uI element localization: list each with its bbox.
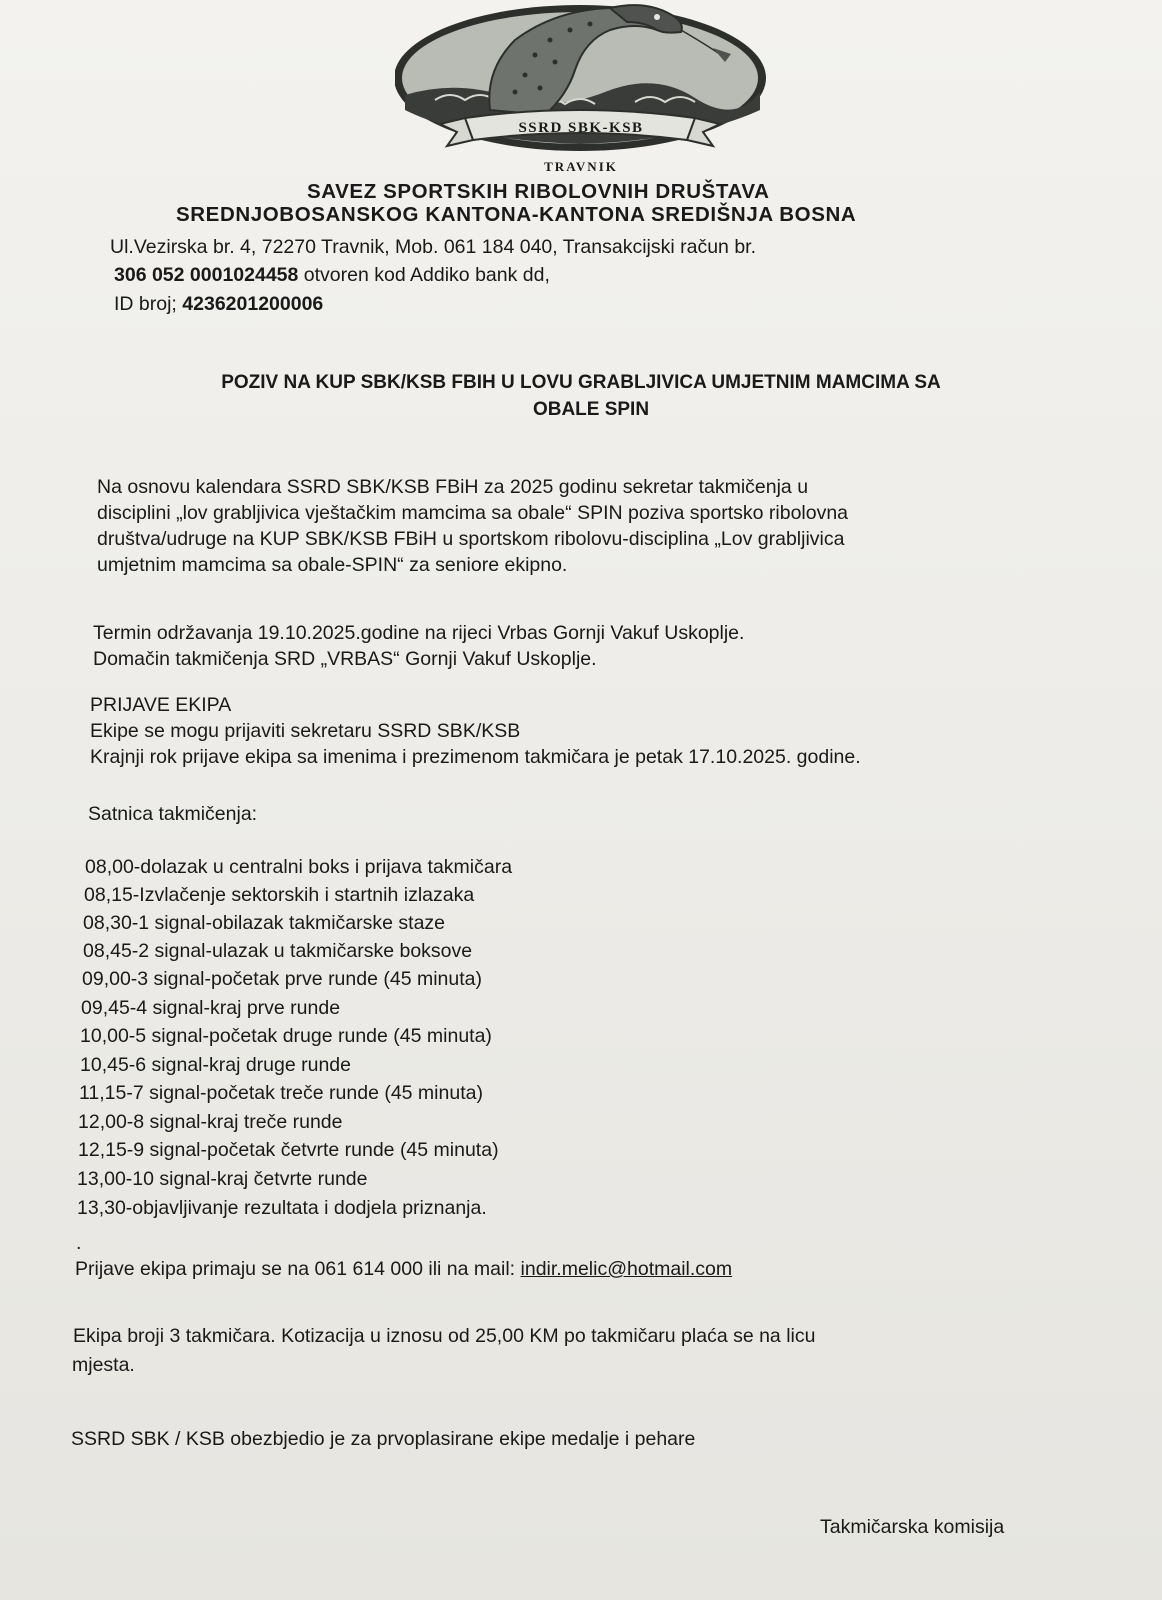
stray-dot: . [76, 1232, 82, 1254]
schedule-item: 08,30-1 signal-obilazak takmičarske staze [83, 912, 446, 934]
schedule-item: 10,45-6 signal-kraj druge runde [80, 1054, 352, 1076]
account-number: 306 052 0001024458 [114, 264, 299, 286]
schedule-item: 10,00-5 signal-početak druge runde (45 minuta) [80, 1025, 492, 1047]
team-fee-line1: Ekipa broji 3 takmičara. Kotizacija u iznosu od 25,00 KM po takmičaru plaća se na licu [73, 1325, 816, 1347]
schedule-item: 12,00-8 signal-kraj treče runde [78, 1111, 343, 1133]
org-name-line1: SAVEZ SPORTSKIH RIBOLOVNIH DRUŠTAVA [307, 180, 770, 203]
schedule-item: 08,00-dolazak u centralni boks i prijava takmičara [85, 856, 513, 878]
schedule-item: 08,45-2 signal-ulazak u takmičarske boksove [83, 940, 473, 962]
schedule-item: 09,00-3 signal-početak prve runde (45 minuta) [82, 968, 482, 990]
bank-text: otvoren kod Addiko bank dd, [303, 264, 550, 286]
schedule-item: 13,30-objavljivanje rezultata i dodjela priznanja. [77, 1197, 487, 1219]
id-number: 4236201200006 [182, 293, 324, 315]
intro-line: disciplini „lov grabljivica vještačkim mamcima sa obale“ SPIN poziva sportsko ribolovna [97, 502, 849, 524]
schedule-item: 11,15-7 signal-početak treče runde (45 minuta) [79, 1082, 483, 1104]
intro-line: umjetnim mamcima sa obale-SPIN“ za seniore ekipno. [97, 554, 568, 576]
logo-banner-text: SSRD SBK-KSB [518, 120, 644, 136]
schedule-item: 09,45-4 signal-kraj prve runde [81, 997, 341, 1019]
id-label: ID broj; [114, 293, 177, 315]
document-title-line1: POZIV NA KUP SBK/KSB FBIH U LOVU GRABLJIVICA UMJETNIM MAMCIMA SA [221, 372, 941, 393]
host-line: Domačin takmičenja SRD „VRBAS“ Gornji Vakuf Uskoplje. [93, 648, 597, 670]
intro-paragraph [97, 474, 848, 578]
registration-line2: Krajnji rok prijave ekipa sa imenima i prezimenom takmičara je petak 17.10.2025. godine. [90, 746, 861, 768]
schedule-item: 08,15-Izvlačenje sektorskih i startnih izlazaka [84, 884, 475, 906]
fishing-club-logo [395, 0, 785, 175]
logo-fish-eye [654, 14, 660, 20]
schedule-item: 12,15-9 signal-početak četvrte runde (45 minuta) [78, 1139, 499, 1161]
team-fee-line2: mjesta. [72, 1354, 135, 1376]
prizes-line: SSRD SBK / KSB obezbjedio je za prvoplasirane ekipe medalje i pehare [71, 1428, 696, 1450]
org-address: Ul.Vezirska br. 4, 72270 Travnik, Mob. 061 184 040, Transakcijski račun br. [110, 236, 757, 258]
schedule-heading: Satnica takmičenja: [88, 803, 258, 825]
contact-line [75, 1256, 732, 1282]
org-bank-line [114, 264, 550, 287]
registration-heading: PRIJAVE EKIPA [90, 694, 232, 716]
intro-line: društva/udruge na KUP SBK/KSB FBiH u sportskom ribolovu-disciplina „Lov grabljivica [97, 528, 845, 550]
contact-text: Prijave ekipa primaju se na 061 614 000 ili na mail: [75, 1258, 516, 1280]
registration-line1: Ekipe se mogu prijaviti sekretaru SSRD SBK/KSB [90, 720, 521, 742]
intro-line: Na osnovu kalendara SSRD SBK/KSB FBiH za 2025 godinu sekretar takmičenja u [97, 476, 809, 498]
org-name-line2: SREDNJOBOSANSKOG KANTONA-KANTONA SREDIŠNJA BOSNA [176, 203, 857, 226]
term-line: Termin održavanja 19.10.2025.godine na rijeci Vrbas Gornji Vakuf Uskoplje. [93, 622, 745, 644]
signature: Takmičarska komisija [820, 1516, 1005, 1538]
org-id-line [114, 293, 323, 316]
logo-city-text: TRAVNIK [544, 159, 618, 174]
document-title-line2: OBALE SPIN [532, 399, 650, 420]
contact-email-link[interactable]: indir.melic@hotmail.com [520, 1258, 733, 1280]
schedule-item: 13,00-10 signal-kraj četvrte runde [77, 1168, 368, 1190]
